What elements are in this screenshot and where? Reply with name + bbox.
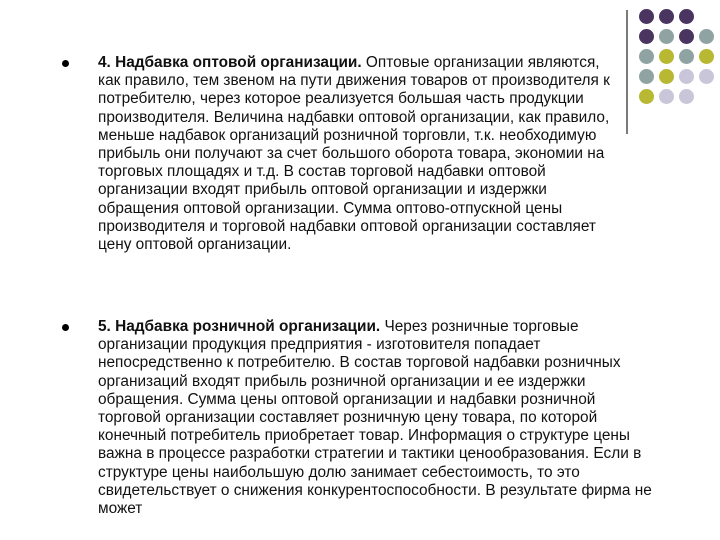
- decor-dot: [659, 9, 674, 24]
- decor-dot: [659, 89, 674, 104]
- decor-dot: [679, 69, 694, 84]
- decor-dot: [639, 89, 654, 104]
- decor-dot: [679, 29, 694, 44]
- bullet-marker: [62, 324, 69, 331]
- decor-dot: [659, 69, 674, 84]
- paragraph-heading: 4. Надбавка оптовой организации.: [98, 54, 362, 71]
- decor-dot: [639, 49, 654, 64]
- decor-dot: [699, 29, 714, 44]
- decorative-dot-grid: [639, 9, 717, 109]
- decor-dot: [679, 49, 694, 64]
- decor-dot: [659, 29, 674, 44]
- decor-dot: [679, 89, 694, 104]
- decor-dot: [699, 49, 714, 64]
- decor-dot: [639, 69, 654, 84]
- bullet-marker: [62, 60, 69, 67]
- decor-dot: [679, 9, 694, 24]
- decor-dot: [699, 69, 714, 84]
- paragraph-text: Оптовые организации являются, как правило, тем звеном на пути движения товаров от производителя к потребителю, через которое реализуется большая часть продукции производителя. Величина надбавки оптовой организации, как правило, меньше надбавок организаций розничной торговли, т.к. необходимую прибыль они получают за счет большого оборота товара, экономии на торговых площадях и т.д. В состав торговой надбавки оптовой организации входят прибыль оптовой организации и издержки обращения оптовой организации. Сумма оптово-отпускной цены производителя и торговой надбавки оптовой организации составляет цену оптовой организации.: [98, 54, 610, 254]
- paragraph-wholesale-markup: [98, 54, 626, 254]
- paragraph-text: Через розничные торговые организации продукция предприятия - изготовителя попадает непосредственно к потребителю. В состав торговой надбавки розничных организаций входят прибыль розничной организации и ее издержки обращения. Сумма цены оптовой организации и надбавки розничной торговой организации составляет розничную цену товара, по которой конечный потребитель приобретает товар. Информация о структуре цены важна в процессе разработки стратегии и тактики ценообразования. Если в структуре цены наибольшую долю занимает себестоимость, то это свидетельствует о снижения конкурентоспособности. В результате фирма не может: [98, 318, 652, 518]
- decor-dot: [659, 49, 674, 64]
- decor-dot: [639, 9, 654, 24]
- decor-dot: [639, 29, 654, 44]
- paragraph-retail-markup: [98, 318, 658, 518]
- divider-line: [626, 10, 628, 134]
- paragraph-heading: 5. Надбавка розничной организации.: [98, 318, 381, 335]
